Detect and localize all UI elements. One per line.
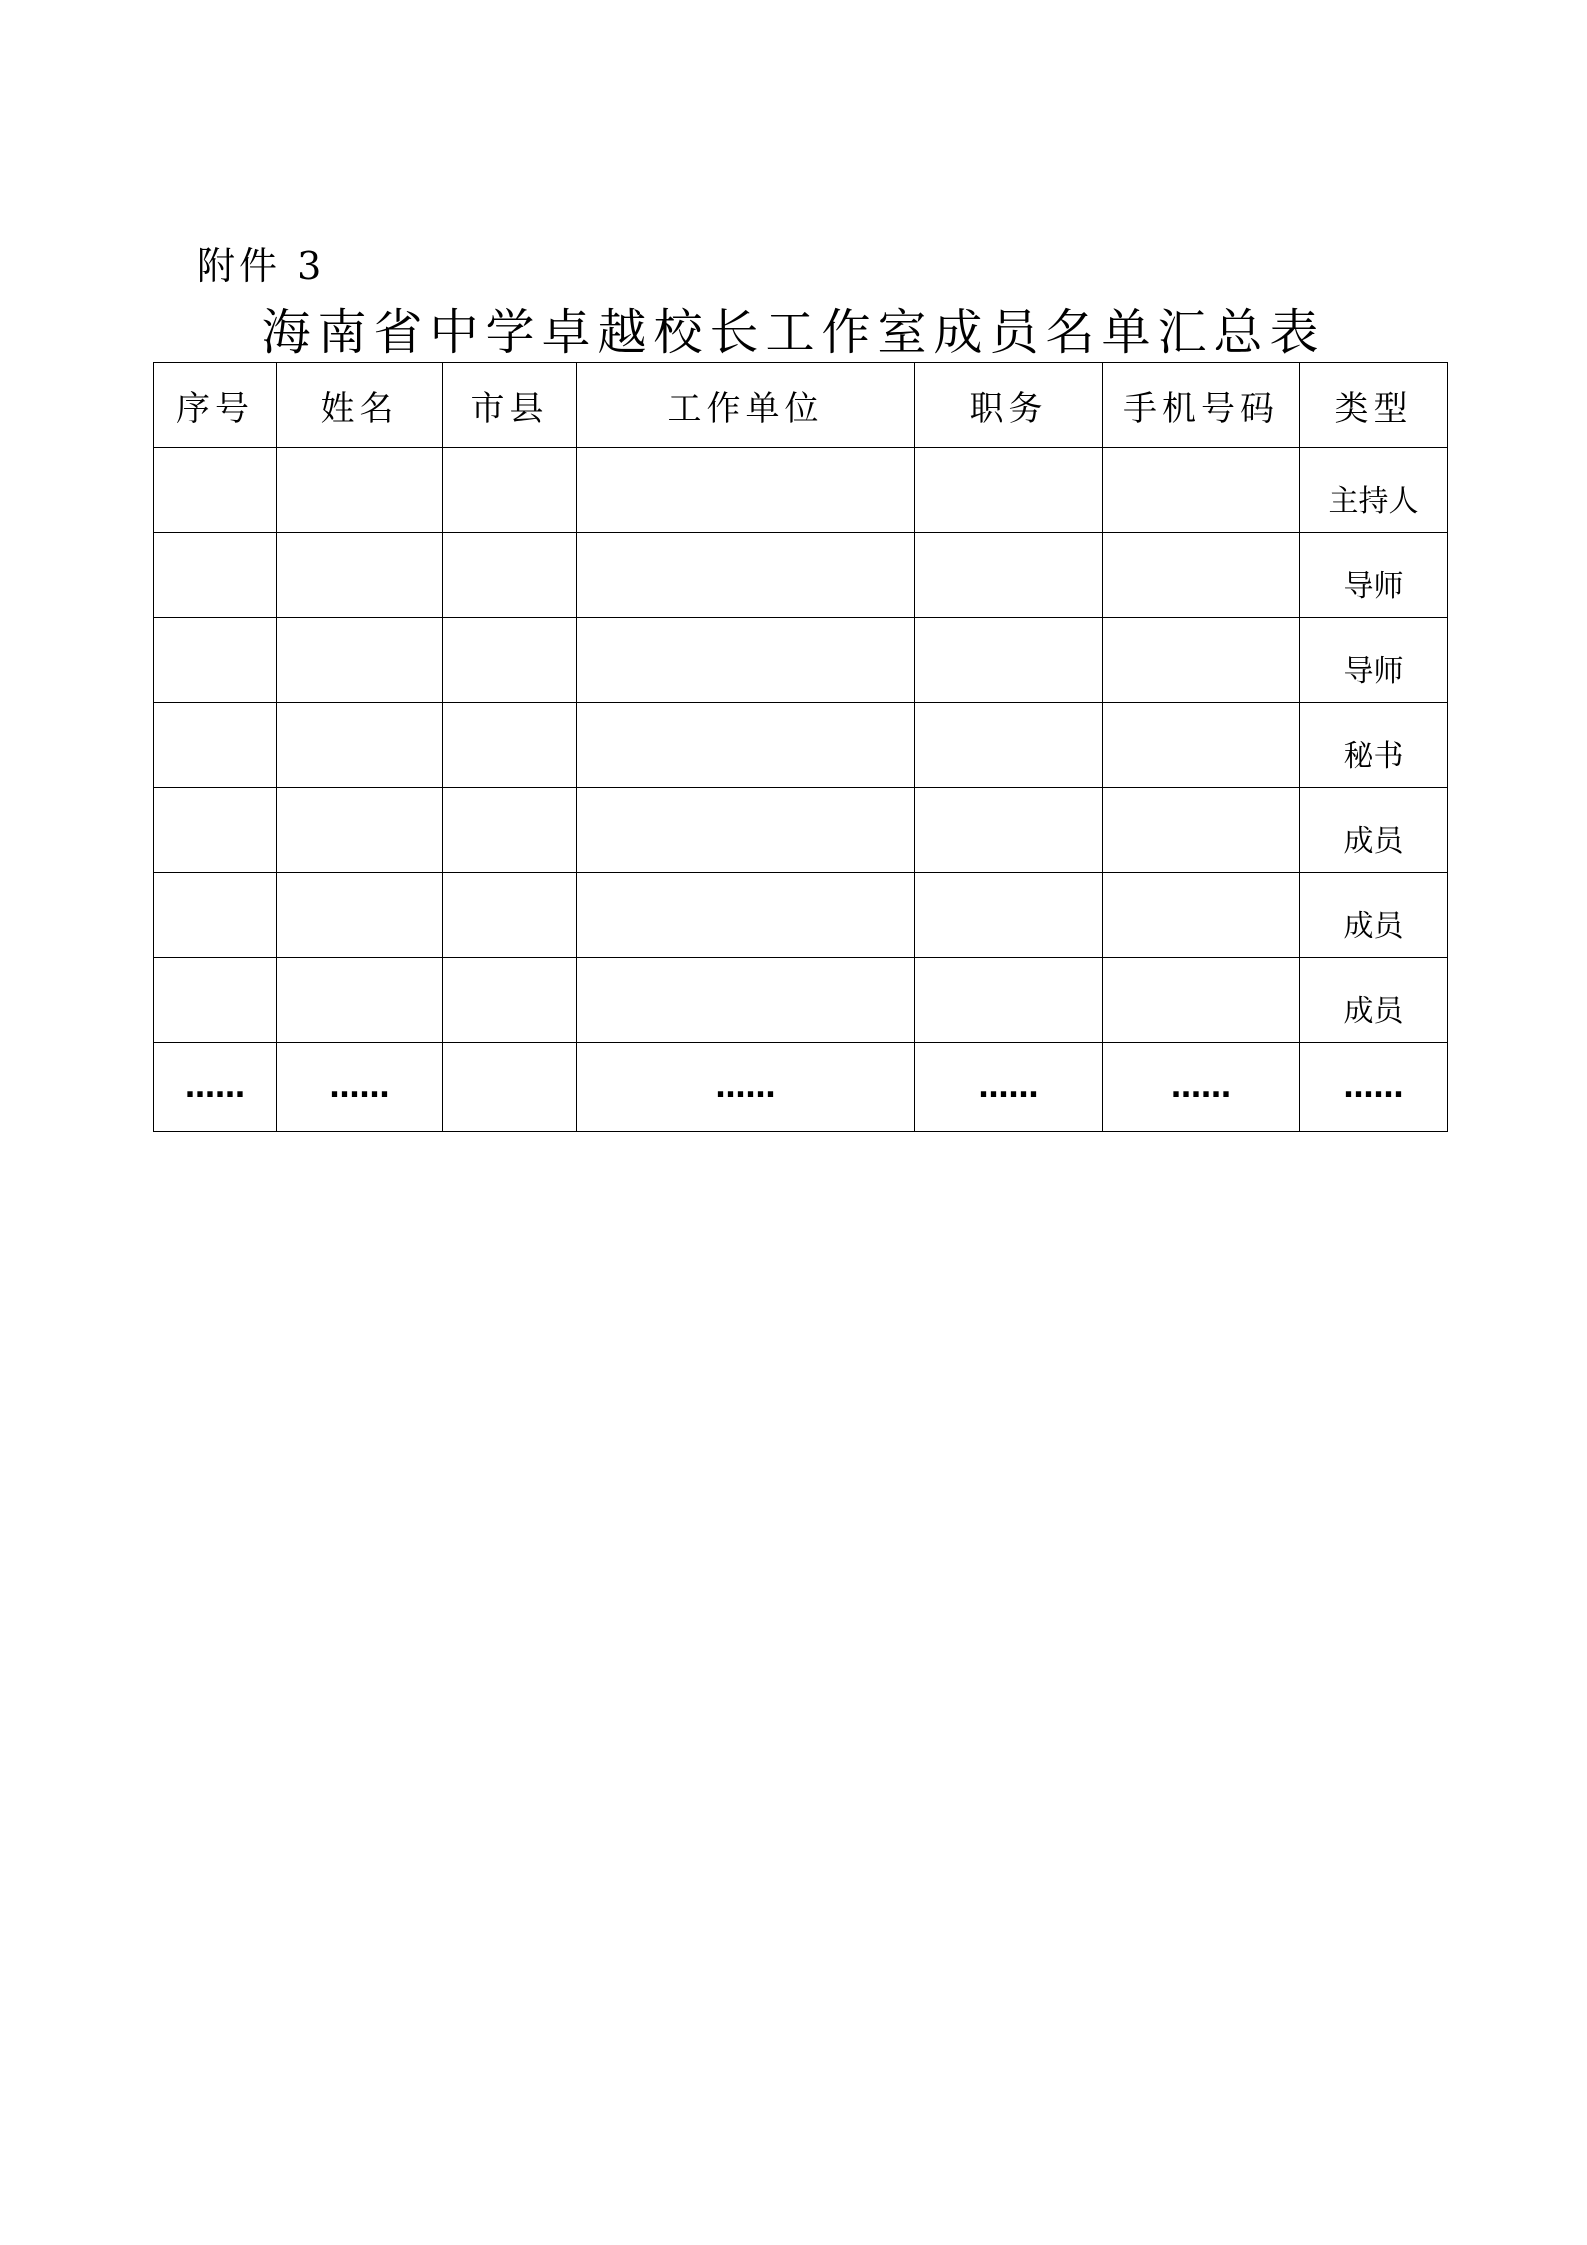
header-type: 类型 [1300, 363, 1448, 448]
table-row-ellipsis [154, 1043, 1448, 1132]
cell-name [277, 703, 443, 788]
cell-name [277, 788, 443, 873]
cell-work-unit [577, 618, 915, 703]
cell-position [915, 703, 1103, 788]
type-label: 成员 [1343, 909, 1404, 944]
cell-position [915, 873, 1103, 958]
attachment-label: 附件 3 [197, 244, 326, 288]
ellipsis-name: …… [277, 1043, 443, 1132]
cell-name [277, 448, 443, 533]
table-row [154, 703, 1448, 788]
cell-name [277, 618, 443, 703]
cell-city-county [443, 448, 577, 533]
table-row [154, 448, 1448, 533]
type-label: 导师 [1343, 654, 1404, 689]
cell-phone-number [1103, 448, 1300, 533]
cell-phone-number [1103, 788, 1300, 873]
cell-position [915, 958, 1103, 1043]
cell-type [1300, 618, 1448, 703]
cell-phone-number [1103, 873, 1300, 958]
ellipsis-type: …… [1300, 1043, 1448, 1132]
cell-work-unit [577, 533, 915, 618]
ellipsis-position: …… [915, 1043, 1103, 1132]
type-label: 主持人 [1328, 484, 1419, 519]
cell-serial-number [154, 703, 277, 788]
cell-city-county [443, 618, 577, 703]
cell-work-unit [577, 703, 915, 788]
cell-serial-number [154, 618, 277, 703]
cell-work-unit [577, 788, 915, 873]
table-row [154, 958, 1448, 1043]
cell-work-unit [577, 958, 915, 1043]
header-position: 职务 [915, 363, 1103, 448]
cell-type [1300, 958, 1448, 1043]
member-roster-table [153, 362, 1448, 1132]
cell-phone-number [1103, 618, 1300, 703]
cell-type [1300, 448, 1448, 533]
ellipsis-city-county [443, 1043, 577, 1132]
type-label: 秘书 [1343, 739, 1404, 774]
cell-work-unit [577, 873, 915, 958]
header-city-county: 市县 [443, 363, 577, 448]
cell-phone-number [1103, 958, 1300, 1043]
cell-serial-number [154, 958, 277, 1043]
cell-city-county [443, 958, 577, 1043]
cell-phone-number [1103, 703, 1300, 788]
header-work-unit: 工作单位 [577, 363, 915, 448]
table-row [154, 618, 1448, 703]
cell-type [1300, 533, 1448, 618]
cell-city-county [443, 703, 577, 788]
cell-position [915, 788, 1103, 873]
cell-type [1300, 703, 1448, 788]
cell-type [1300, 873, 1448, 958]
table-row [154, 788, 1448, 873]
header-serial-number: 序号 [154, 363, 277, 448]
cell-position [915, 448, 1103, 533]
header-phone-number: 手机号码 [1103, 363, 1300, 448]
type-label: 导师 [1343, 569, 1404, 604]
cell-name [277, 958, 443, 1043]
cell-phone-number [1103, 533, 1300, 618]
header-name: 姓名 [277, 363, 443, 448]
cell-name [277, 533, 443, 618]
cell-position [915, 533, 1103, 618]
table-row [154, 533, 1448, 618]
cell-position [915, 618, 1103, 703]
cell-city-county [443, 788, 577, 873]
cell-work-unit [577, 448, 915, 533]
type-label: 成员 [1343, 824, 1404, 859]
type-label: 成员 [1343, 994, 1404, 1029]
cell-type [1300, 788, 1448, 873]
ellipsis-work-unit: …… [577, 1043, 915, 1132]
ellipsis-serial-number: …… [154, 1043, 277, 1132]
document-title: 海南省中学卓越校长工作室成员名单汇总表 [261, 304, 1326, 361]
cell-city-county [443, 873, 577, 958]
table-header-row [154, 363, 1448, 448]
cell-name [277, 873, 443, 958]
cell-serial-number [154, 533, 277, 618]
cell-serial-number [154, 873, 277, 958]
ellipsis-phone-number: …… [1103, 1043, 1300, 1132]
cell-city-county [443, 533, 577, 618]
cell-serial-number [154, 788, 277, 873]
cell-serial-number [154, 448, 277, 533]
table-row [154, 873, 1448, 958]
